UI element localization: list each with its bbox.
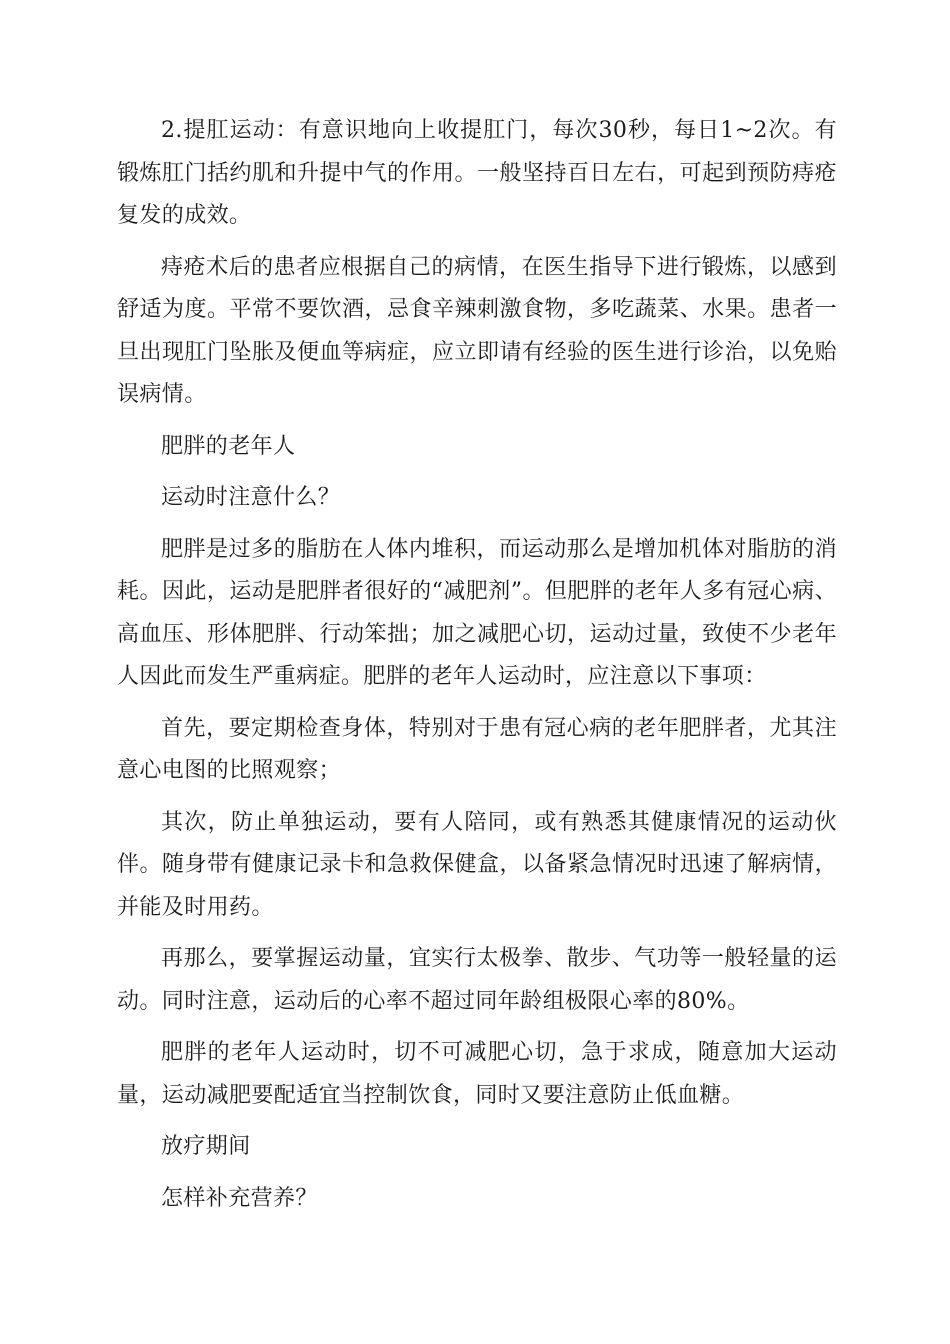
- paragraph-anal-exercise: 2.提肛运动：有意识地向上收提肛门，每次30秒，每日1~2次。有锻炼肛门括约肌和升提中气的作用。一般坚持百日左右，可起到预防痔疮复发的成效。: [117, 118, 837, 228]
- paragraph-first-checkup: 首先，要定期检查身体，特别对于患有冠心病的老年肥胖者，尤其注意心电图的比照观察；: [117, 715, 837, 783]
- paragraph-weight-loss-caution: 肥胖的老年人运动时，切不可减肥心切，急于求成，随意加大运动量，运动减肥要配适宜当控制饮食，同时又要注意防止低血糖。: [117, 1040, 837, 1108]
- document-page: [117, 110, 837, 1229]
- section-heading-radiotherapy: 放疗期间: [161, 1134, 251, 1159]
- paragraph-post-surgery-advice: 痔疮术后的患者应根据自己的病情，在医生指导下进行锻炼，以感到舒适为度。平常不要饮酒，忌食辛辣刺激食物，多吃蔬菜、水果。患者一旦出现肛门坠胀及便血等病症，应立即请有经验的医生进行诊治，以免贻误病情。: [117, 254, 837, 407]
- paragraph-obesity-intro: 肥胖是过多的脂肪在人体内堆积，而运动那么是增加机体对脂肪的消耗。因此，运动是肥胖者很好的“减肥剂”。但肥胖的老年人多有冠心病、高血压、形体肥胖、行动笨拙；加之减肥心切，运动过量，致使不少老年人因此而发生严重病症。肥胖的老年人运动时，应注意以下事项：: [117, 536, 837, 689]
- paragraph-third-exercise-amount: 再那么，要掌握运动量，宜实行太极拳、散步、气功等一般轻量的运动。同时注意，运动后的心率不超过同年龄组极限心率的80%。: [117, 946, 837, 1014]
- section-subheading-exercise-cautions: 运动时注意什么？: [161, 485, 341, 510]
- paragraph-second-companion: 其次，防止单独运动，要有人陪同，或有熟悉其健康情况的运动伙伴。随身带有健康记录卡和急救保健盒，以备紧急情况时迅速了解病情，并能及时用药。: [117, 809, 837, 920]
- section-heading-obese-elderly: 肥胖的老年人: [161, 433, 296, 459]
- section-subheading-nutrition: 怎样补充营养？: [161, 1185, 318, 1211]
